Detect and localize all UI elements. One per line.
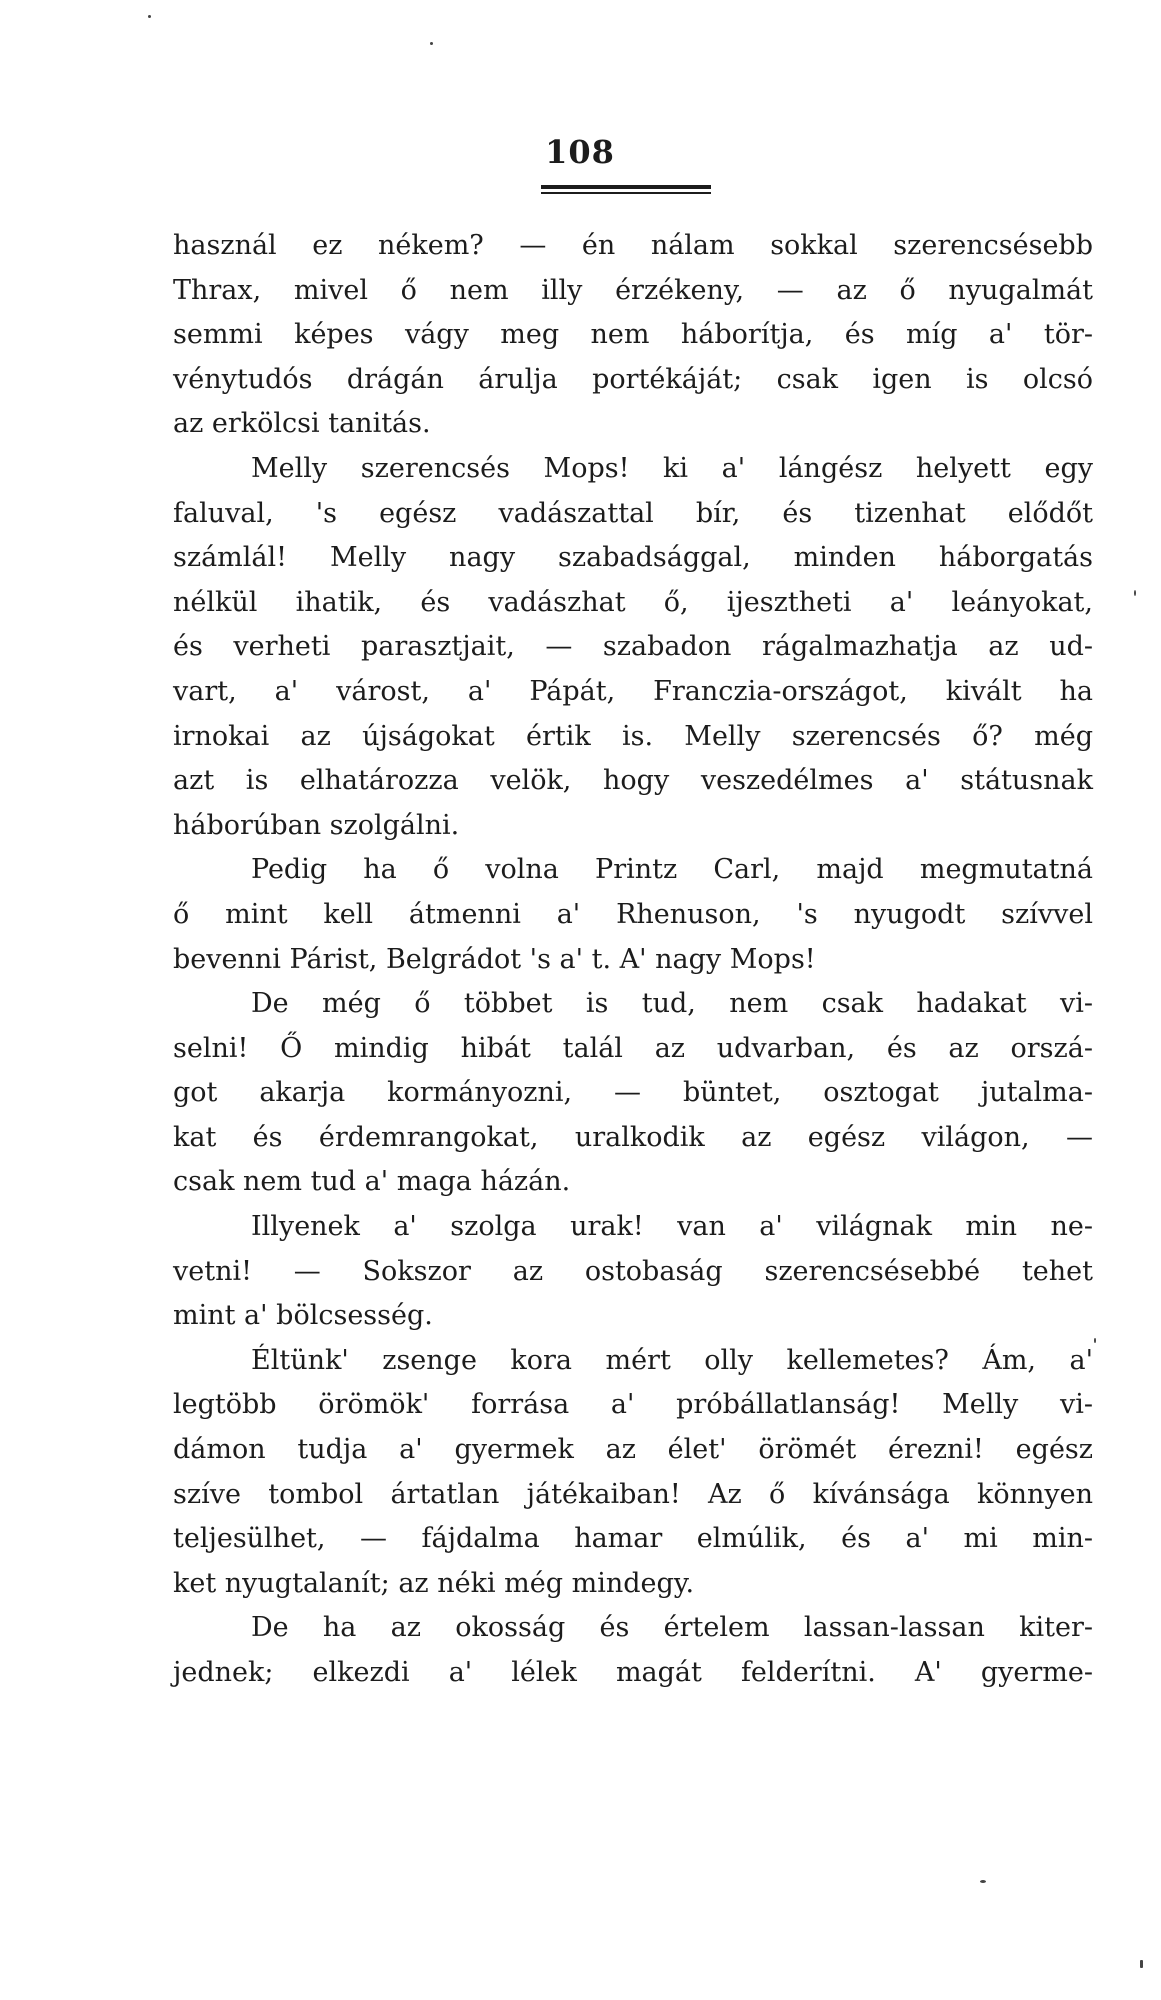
paper-speck [430, 42, 433, 45]
text-line: vart, a' várost, a' Pápát, Franczia-országot, kivált ha [173, 675, 1093, 707]
text-line: vénytudós drágán árulja portékáját; csak igen is olcsó [173, 363, 1093, 395]
text-line: Illyenek a' szolga urak! van a' világnak min ne- [251, 1211, 1093, 1243]
text-line: azt is elhatározza velök, hogy veszedélmes a' státusnak [173, 765, 1093, 797]
text-line: az erkölcsi tanitás. [173, 408, 431, 440]
text-line: vetni! — Sokszor az ostobaság szerencsésebbé tehet [173, 1255, 1093, 1287]
text-line: csak nem tud a' maga házán. [173, 1166, 571, 1198]
text-line: ket nyugtalanít; az néki még mindegy. [173, 1567, 695, 1599]
paper-speck [1140, 1960, 1143, 1968]
text-line: irnokai az újságokat értik is. Melly szerencsés ő? még [173, 720, 1093, 752]
text-line: semmi képes vágy meg nem háborítja, és míg a' tör- [173, 319, 1093, 351]
text-line: Melly szerencsés Mops! ki a' lángész helyett egy [251, 452, 1093, 484]
text-line: jednek; elkezdi a' lélek magát felderítni. A' gyerme- [173, 1657, 1093, 1688]
text-line: szíve tombol ártatlan játékaiban! Az ő kívánsága könnyen [173, 1478, 1093, 1510]
text-line: nélkül ihatik, és vadászhat ő, ijesztheti a' leányokat, [173, 586, 1093, 618]
text-line: Pedig ha ő volna Printz Carl, majd megmutatná [251, 854, 1093, 886]
text-line: számlál! Melly nagy szabadsággal, minden háborgatás [173, 542, 1093, 574]
text-line: kat és érdemrangokat, uralkodik az egész világon, — [173, 1121, 1093, 1153]
paper-speck [148, 15, 151, 18]
text-line: faluval, 's egész vadászattal bír, és tizenhat elődőt [173, 497, 1093, 529]
text-line: Éltünk' zsenge kora mért olly kellemetes? Ám, a' [251, 1344, 1093, 1376]
text-line: használ ez nékem? — én nálam sokkal szerencsésebb [173, 230, 1093, 261]
text-line: legtöbb örömök' forrása a' próbállatlanság! Melly vi- [173, 1389, 1093, 1421]
text-line: ő mint kell átmenni a' Rhenuson, 's nyugodt szívvel [173, 898, 1093, 930]
text-line: és verheti parasztjait, — szabadon rágalmazhatja az ud- [173, 631, 1093, 663]
header-rule-thick [541, 185, 711, 189]
text-line: selni! Ő mindig hibát talál az udvarban, és az orszá- [173, 1032, 1093, 1064]
text-line: bevenni Párist, Belgrádot 's a' t. A' nagy Mops! [173, 943, 816, 975]
body-text [173, 224, 1093, 1696]
header-rule-thin [541, 192, 711, 194]
text-line: De ha az okosság és értelem lassan-lassan kiter- [251, 1612, 1093, 1644]
paper-speck [980, 1880, 986, 1883]
text-line: teljesülhet, — fájdalma hamar elmúlik, és a' mi min- [173, 1523, 1093, 1555]
text-line: mint a' bölcsesség. [173, 1300, 433, 1332]
paper-speck [1094, 1338, 1096, 1343]
text-line: háborúban szolgálni. [173, 809, 460, 841]
text-line: Thrax, mivel ő nem illy érzékeny, — az ő nyugalmát [173, 274, 1093, 306]
paper-speck [1134, 590, 1136, 596]
page-number: 108 [545, 133, 615, 171]
text-line: De még ő többet is tud, nem csak hadakat vi- [251, 988, 1093, 1020]
text-line: dámon tudja a' gyermek az élet' örömét érezni! egész [173, 1434, 1093, 1466]
text-line: got akarja kormányozni, — büntet, osztogat jutalma- [173, 1077, 1093, 1109]
